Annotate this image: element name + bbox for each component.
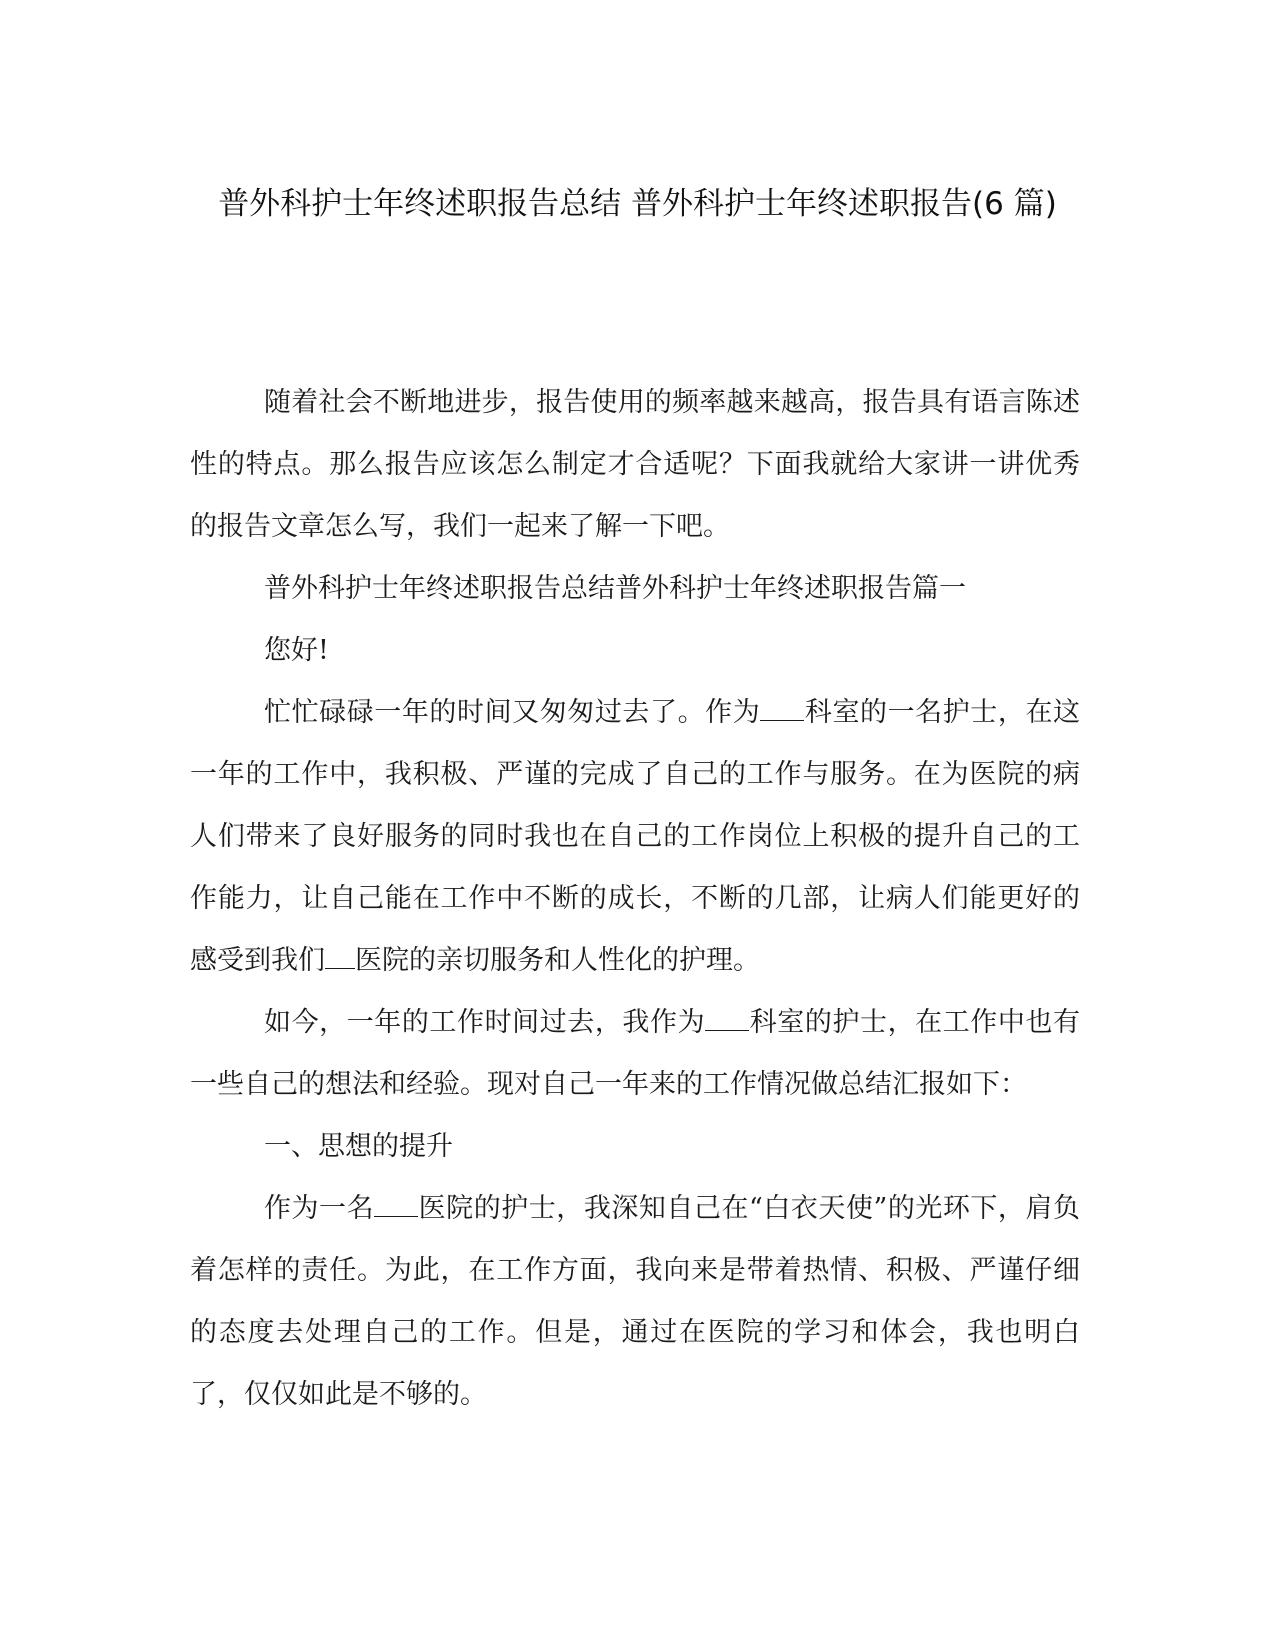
fill-in-blank (760, 698, 804, 721)
body-paragraph (190, 992, 1080, 1116)
fill-in-blank (374, 1194, 418, 1217)
section-heading-part-one: 普外科护士年终述职报告总结普外科护士年终述职报告篇一 (264, 573, 966, 604)
text-segment: 作为一名 (264, 1193, 375, 1224)
text-segment: 科室的护士，在工作中也有一些自己的想法和经验。现对自己一年来的工作情况做总结汇报如下： (190, 1007, 1081, 1100)
text-segment: 医院的亲切服务和人性化的护理。 (355, 945, 760, 976)
fill-in-blank (325, 946, 355, 969)
intro-paragraph: 随着社会不断地进步，报告使用的频率越来越高，报告具有语言陈述性的特点。那么报告应该怎么制定才合适呢？下面我就给大家讲一讲优秀的报告文章怎么写，我们一起来了解一下吧。 (190, 387, 1080, 542)
document-title: 普外科护士年终述职报告总结 普外科护士年终述职报告(6 篇) (218, 186, 1057, 222)
text-segment: 忙忙碌碌一年的时间又匆匆过去了。作为 (264, 697, 761, 728)
greeting: 您好! (264, 635, 329, 666)
fill-in-blank (705, 1008, 749, 1031)
subsection-heading: 一、思想的提升 (264, 1131, 453, 1162)
text-segment: 科室的一名护士，在这一年的工作中，我积极、严谨的完成了自己的工作与服务。在为医院的病人们带来了良好服务的同时我也在自己的工作岗位上积极的提升自己的工作能力，让自己能在工作中不断的成长，不断的几部，让病人们能更好的感受到我们 (190, 697, 1081, 976)
document-body (190, 372, 1080, 1426)
body-paragraph (190, 1178, 1080, 1426)
text-segment: 医院的护士，我深知自己在“白衣天使”的光环下，肩负着怎样的责任。为此，在工作方面，我向来是带着热情、积极、严谨仔细的态度去处理自己的工作。但是，通过在医院的学习和体会，我也明白了，仅仅如此是不够的。 (190, 1193, 1080, 1410)
text-segment: 如今，一年的工作时间过去，我作为 (264, 1007, 706, 1038)
body-paragraph (190, 682, 1080, 992)
